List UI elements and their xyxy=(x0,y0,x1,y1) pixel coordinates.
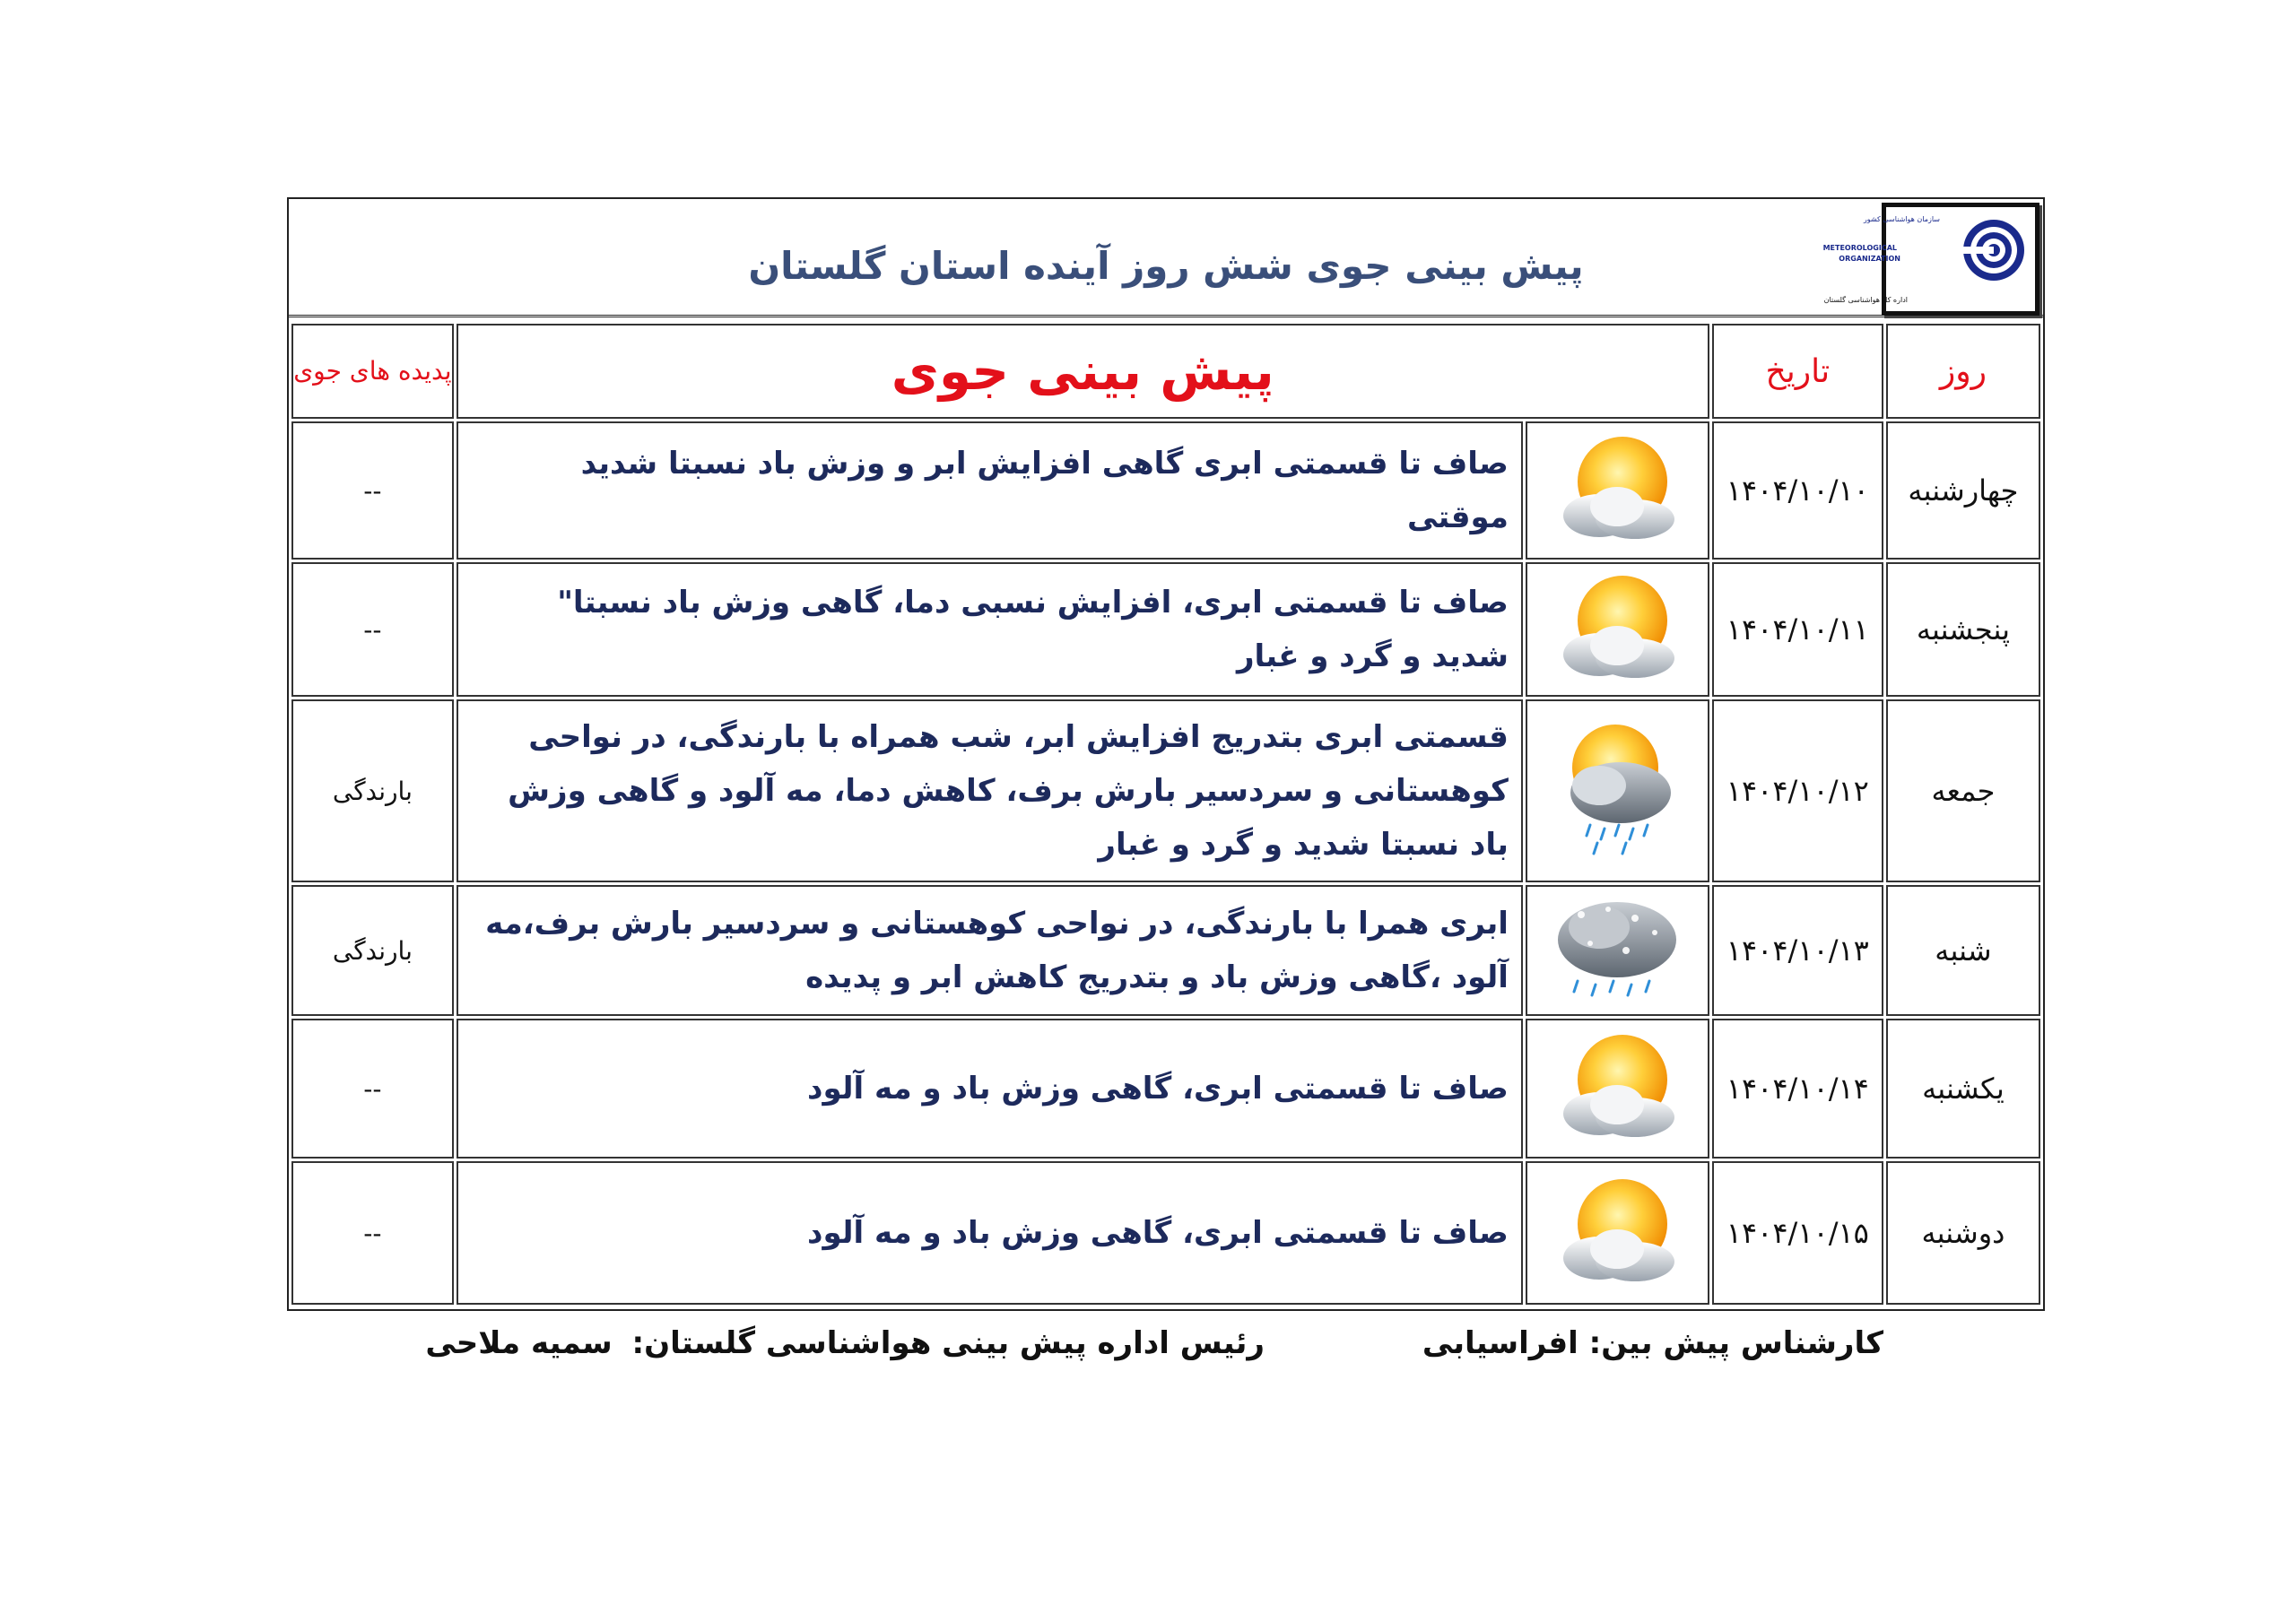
logo-swirl-icon xyxy=(1963,220,2024,281)
weather-icon-cell xyxy=(1526,885,1709,1016)
column-header-day: روز xyxy=(1886,324,2040,419)
chief-label: رئیس اداره پیش بینی هواشناسی گلستان: xyxy=(631,1325,1265,1361)
rain-cloud-icon xyxy=(1545,888,1689,1010)
day-cell: دوشنبه xyxy=(1886,1161,2040,1305)
chief-name: سمیه ملاحی xyxy=(425,1325,613,1361)
date-cell: ۱۴۰۴/۱۰/۱۵ xyxy=(1712,1161,1883,1305)
phenomena-cell: -- xyxy=(291,562,454,697)
phenomena-cell: -- xyxy=(291,1161,454,1305)
table-row xyxy=(291,699,2040,882)
phenomena-cell: -- xyxy=(291,421,454,560)
phenomena-cell: بارندگی xyxy=(291,885,454,1016)
weather-icon-cell xyxy=(1526,421,1709,560)
sun-rain-cloud-icon xyxy=(1545,717,1689,861)
table-row xyxy=(291,885,2040,1016)
date-cell: ۱۴۰۴/۱۰/۱۴ xyxy=(1712,1019,1883,1159)
page-title: پیش بینی جوی شش روز آینده استان گلستان xyxy=(748,244,1584,288)
title-row xyxy=(289,199,2043,317)
weather-icon-cell xyxy=(1526,699,1709,882)
date-cell: ۱۴۰۴/۱۰/۱۲ xyxy=(1712,699,1883,882)
sun-cloud-icon xyxy=(1545,1168,1689,1294)
forecast-table xyxy=(289,321,2043,1307)
day-cell: یکشنبه xyxy=(1886,1019,2040,1159)
day-cell: شنبه xyxy=(1886,885,2040,1016)
forecast-text: صاف تا قسمتی ابری، گاهی وزش باد و مه آلود xyxy=(457,1161,1523,1305)
table-row xyxy=(291,1019,2040,1159)
logo-org-line1: METEOROLOGICAL xyxy=(1822,244,1897,252)
phenomena-cell: بارندگی xyxy=(291,699,454,882)
column-header-forecast: پیش بینی جوی xyxy=(457,324,1709,419)
table-header-row xyxy=(291,324,2040,419)
forecast-text: ابری همرا با بارندگی، در نواحی کوهستانی و سردسیر بارش برف،مه آلود ،گاهی وزش باد و بتدریج کاهش ابر و پدیده xyxy=(457,885,1523,1016)
chief-credit xyxy=(425,1325,1265,1361)
date-cell: ۱۴۰۴/۱۰/۱۱ xyxy=(1712,562,1883,697)
meteorological-organization-logo xyxy=(1822,203,2039,316)
sun-cloud-icon xyxy=(1545,1024,1689,1150)
weather-icon-cell xyxy=(1526,562,1709,697)
logo-org-line2: ORGANIZATION xyxy=(1839,255,1900,263)
day-cell: چهارشنبه xyxy=(1886,421,2040,560)
date-cell: ۱۴۰۴/۱۰/۱۳ xyxy=(1712,885,1883,1016)
signature-footer xyxy=(0,1325,2296,1379)
column-header-date: تاریخ xyxy=(1712,324,1883,419)
date-cell: ۱۴۰۴/۱۰/۱۰ xyxy=(1712,421,1883,560)
table-row xyxy=(291,562,2040,697)
forecast-text: صاف تا قسمتی ابری، افزایش نسبی دما، گاهی وزش باد نسبتا" شدید و گرد و غبار xyxy=(457,562,1523,697)
forecast-text: قسمتی ابری بتدریج افزایش ابر، شب همراه با بارندگی، در نواحی کوهستانی و سردسیر بارش برف، کاهش دما، مه آلود و گاهی وزش باد نسبتا شدید و گرد و غبار xyxy=(457,699,1523,882)
forecaster-credit: کارشناس پیش بین: افراسیابی xyxy=(1422,1325,1883,1361)
table-row xyxy=(291,1161,2040,1305)
sun-cloud-icon xyxy=(1545,565,1689,690)
forecast-table-frame xyxy=(287,197,2045,1311)
logo-text-top: سازمان هواشناسی کشور xyxy=(1863,215,1940,223)
weather-icon-cell xyxy=(1526,1161,1709,1305)
logo-text-bottom: اداره کل هواشناسی گلستان xyxy=(1823,296,1908,304)
table-row xyxy=(291,421,2040,560)
day-cell: پنجشنبه xyxy=(1886,562,2040,697)
forecast-text: صاف تا قسمتی ابری گاهی افزایش ابر و وزش باد نسبتا شدید موقتی xyxy=(457,421,1523,560)
phenomena-cell: -- xyxy=(291,1019,454,1159)
sun-cloud-icon xyxy=(1545,426,1689,551)
weather-icon-cell xyxy=(1526,1019,1709,1159)
day-cell: جمعه xyxy=(1886,699,2040,882)
forecast-text: صاف تا قسمتی ابری، گاهی وزش باد و مه آلود xyxy=(457,1019,1523,1159)
column-header-phenomena: پدیده های جوی xyxy=(291,324,454,419)
